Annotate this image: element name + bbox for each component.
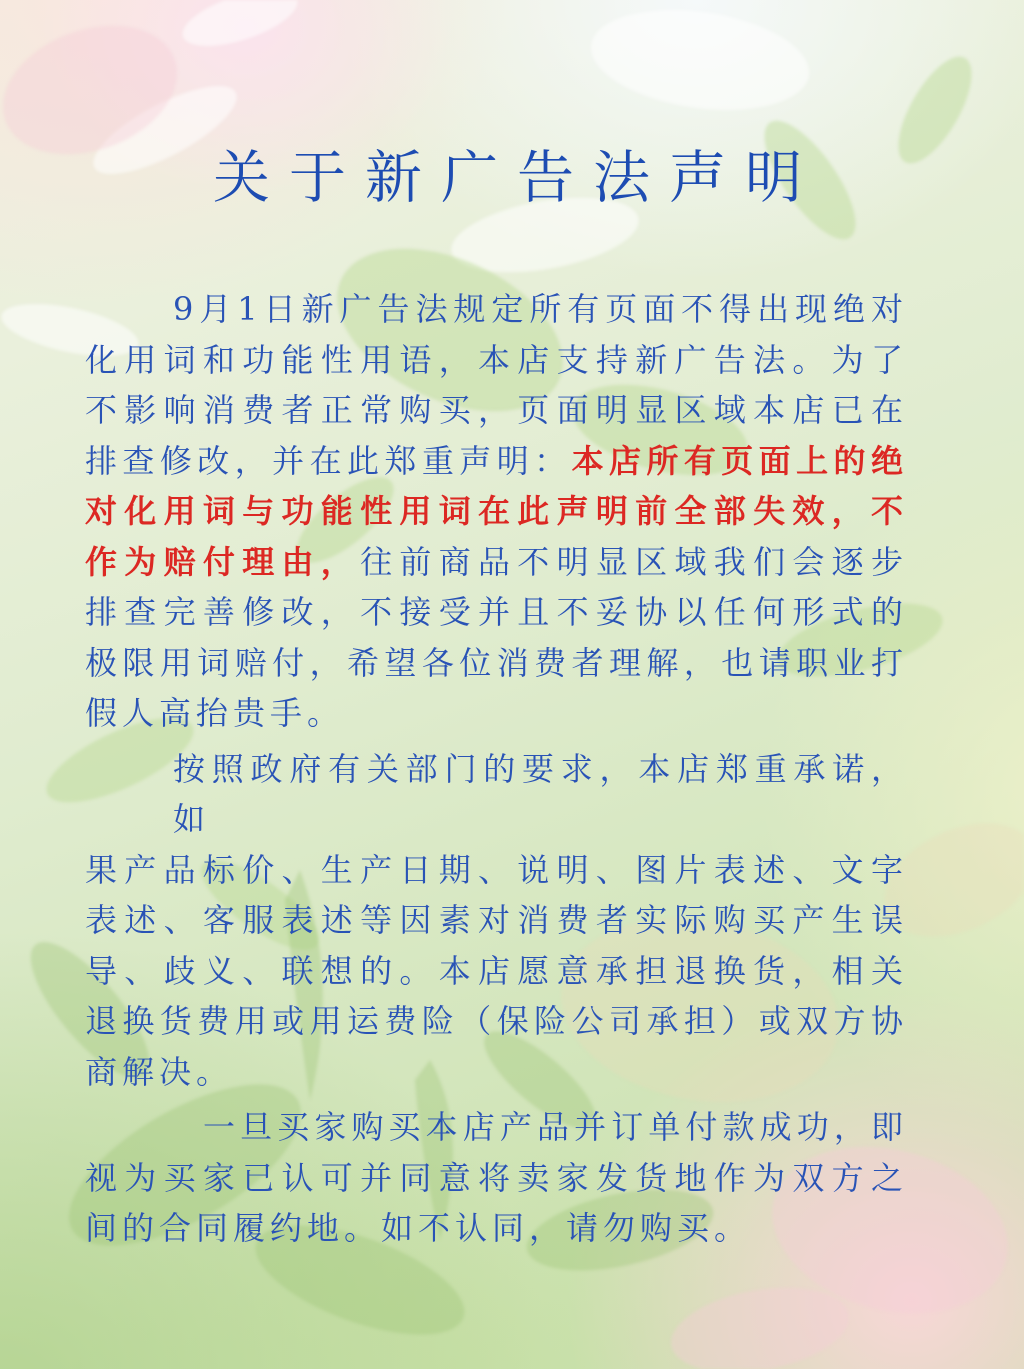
text-segment-blue: 往前商品不明显区域我们会逐步 bbox=[360, 542, 908, 581]
text-line bbox=[85, 845, 908, 896]
text-line bbox=[85, 335, 908, 386]
text-line bbox=[85, 587, 908, 638]
text-segment-blue: 按照政府有关部门的要求，本店郑重承诺，如 bbox=[173, 749, 908, 838]
text-line bbox=[85, 638, 908, 689]
text-segment-blue: 果产品标价、生产日期、说明、图片表述、文字 bbox=[85, 850, 908, 889]
text-line bbox=[85, 744, 908, 845]
text-line bbox=[85, 284, 908, 335]
text-line bbox=[85, 486, 908, 537]
text-line bbox=[85, 688, 908, 739]
text-segment-blue: 间的合同履约地。如不认同，请勿购买。 bbox=[85, 1209, 752, 1247]
text-line bbox=[85, 1153, 908, 1204]
text-segment-red: 对化用词与功能性用词在此声明前全部失效，不 bbox=[85, 492, 908, 530]
text-line bbox=[85, 1102, 908, 1153]
text-segment-blue: 排查完善修改，不接受并且不妥协以任何形式的 bbox=[85, 593, 908, 631]
text-segment-red: 作为赔付理由， bbox=[85, 542, 361, 581]
text-segment-blue: 商解决。 bbox=[85, 1052, 234, 1091]
text-line bbox=[85, 436, 908, 487]
text-segment-blue: 化用词和功能性用语，本店支持新广告法。为了 bbox=[85, 340, 908, 379]
text-line bbox=[85, 1047, 908, 1098]
text-line bbox=[85, 385, 908, 436]
text-segment-blue: 导、歧义、联想的。本店愿意承担退换货，相关 bbox=[85, 951, 908, 990]
text-segment-blue: 退换货费用或用运费险（保险公司承担）或双方协 bbox=[85, 1002, 908, 1040]
text-line bbox=[85, 537, 908, 588]
text-segment-blue: 假人高抬贵手。 bbox=[85, 694, 345, 732]
text-line bbox=[85, 895, 908, 946]
statement-content bbox=[85, 284, 908, 1254]
text-segment-blue: 9月1日新广告法规定所有页面不得出现绝对 bbox=[173, 290, 908, 328]
text-line bbox=[85, 996, 908, 1047]
paragraph bbox=[85, 744, 908, 1098]
text-segment-blue: 表述、客服表述等因素对消费者实际购买产生误 bbox=[85, 901, 908, 939]
text-segment-blue: 排查修改，并在此郑重声明： bbox=[85, 441, 572, 480]
paragraph bbox=[85, 284, 908, 739]
poster-title: 关于新广告法声明 bbox=[213, 145, 821, 211]
text-line bbox=[85, 946, 908, 997]
text-line bbox=[85, 1203, 908, 1254]
paragraph bbox=[85, 1102, 908, 1254]
text-segment-red: 本店所有页面上的绝 bbox=[571, 441, 908, 480]
text-segment-blue: 一旦买家购买本店产品并订单付款成功，即 bbox=[203, 1108, 908, 1146]
text-segment-blue: 视为买家已认可并同意将卖家发货地作为双方之 bbox=[85, 1158, 908, 1197]
text-segment-blue: 极限用词赔付，希望各位消费者理解，也请职业打 bbox=[85, 643, 908, 682]
text-segment-blue: 不影响消费者正常购买，页面明显区域本店已在 bbox=[85, 391, 908, 429]
